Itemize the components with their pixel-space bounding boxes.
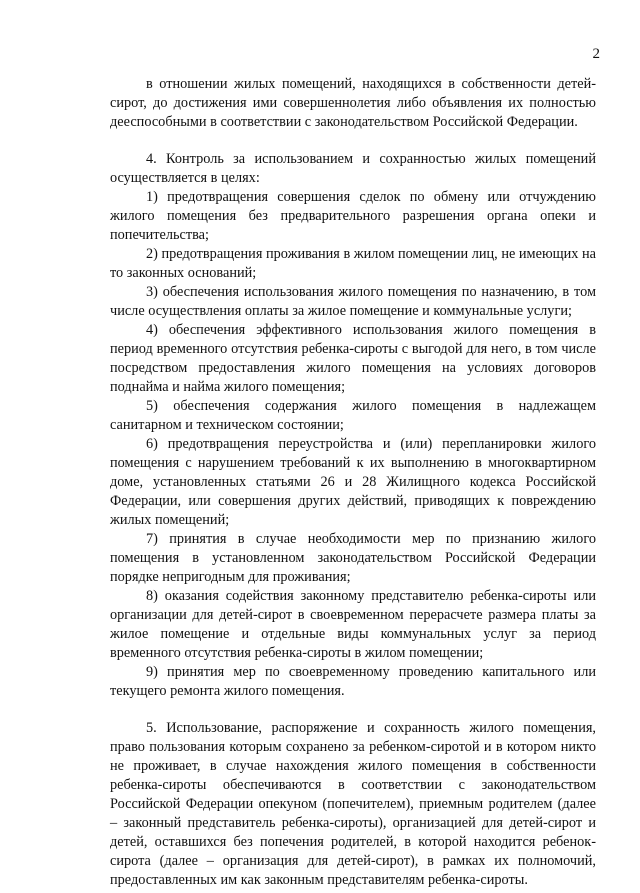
list-item-3: 3) обеспечения использования жилого помещения по назначению, в том числе осуществления оплаты за жилое помещение и коммунальные услуги;: [110, 284, 596, 319]
document-body: [110, 75, 596, 890]
list-item-2: 2) предотвращения проживания в жилом помещении лиц, не имеющих на то законных оснований;: [110, 246, 597, 281]
list-item-9: 9) принятия мер по своевременному проведению капитального или текущего ремонта жилого помещения.: [110, 664, 596, 699]
list-item-8: 8) оказания содействия законному представителю ребенка-сироты или организации для детей-сирот в своевременном перерасчете размера платы за жилое помещение и отдельные виды коммунальных услуг за период временного отсутствия ребенка-сироты в жилом помещении;: [110, 588, 596, 661]
paragraph-intro-continuation: в отношении жилых помещений, находящихся в собственности детей-сирот, до достижения ими совершеннолетия либо объявления их полностью дееспособными в соответствии с законодательством Российской Федерации.: [110, 76, 596, 130]
list-item-5: 5) обеспечения содержания жилого помещения в надлежащем санитарном и техническом состоянии;: [110, 398, 596, 433]
list-item-4: 4) обеспечения эффективного использования жилого помещения в период временного отсутствия ребенка-сироты с выгодой для него, в том числе посредством предоставления жилого помещения на условиях договоров поднайма и найма жилого помещения;: [110, 322, 596, 395]
list-item-7: 7) принятия в случае необходимости мер по признанию жилого помещения в установленном законодательством Российской Федерации порядке непригодным для проживания;: [110, 531, 596, 585]
page-number: 2: [592, 46, 600, 62]
list-item-1: 1) предотвращения совершения сделок по обмену или отчуждению жилого помещения без предварительного разрешения органа опеки и попечительства;: [110, 189, 596, 243]
paragraph-section-4: 4. Контроль за использованием и сохранностью жилых помещений осуществляется в целях:: [110, 151, 596, 186]
paragraph-section-5: 5. Использование, распоряжение и сохранность жилого помещения, право пользования которым сохранено за ребенком-сиротой и в котором никто не проживает, в случае нахождения жилого помещения в собственности ребенка-сироты обеспечиваются в соответствии с законодательством Российской Федерации опекуном (попечителем), приемным родителем (далее – законный представитель ребенка-сироты), организацией для детей-сирот и детей, оставшихся без попечения родителей, в которой находится ребенок-сирота (далее – организация для детей-сирот), в рамках их полномочий, предоставленных им как законным представителям ребенка-сироты.: [110, 720, 596, 888]
list-item-6: 6) предотвращения переустройства и (или) перепланировки жилого помещения с нарушением требований к их выполнению в многоквартирном доме, установленных статьями 26 и 28 Жилищного кодекса Российской Федерации, или совершения других действий, приводящих к повреждению жилых помещений;: [110, 436, 596, 528]
